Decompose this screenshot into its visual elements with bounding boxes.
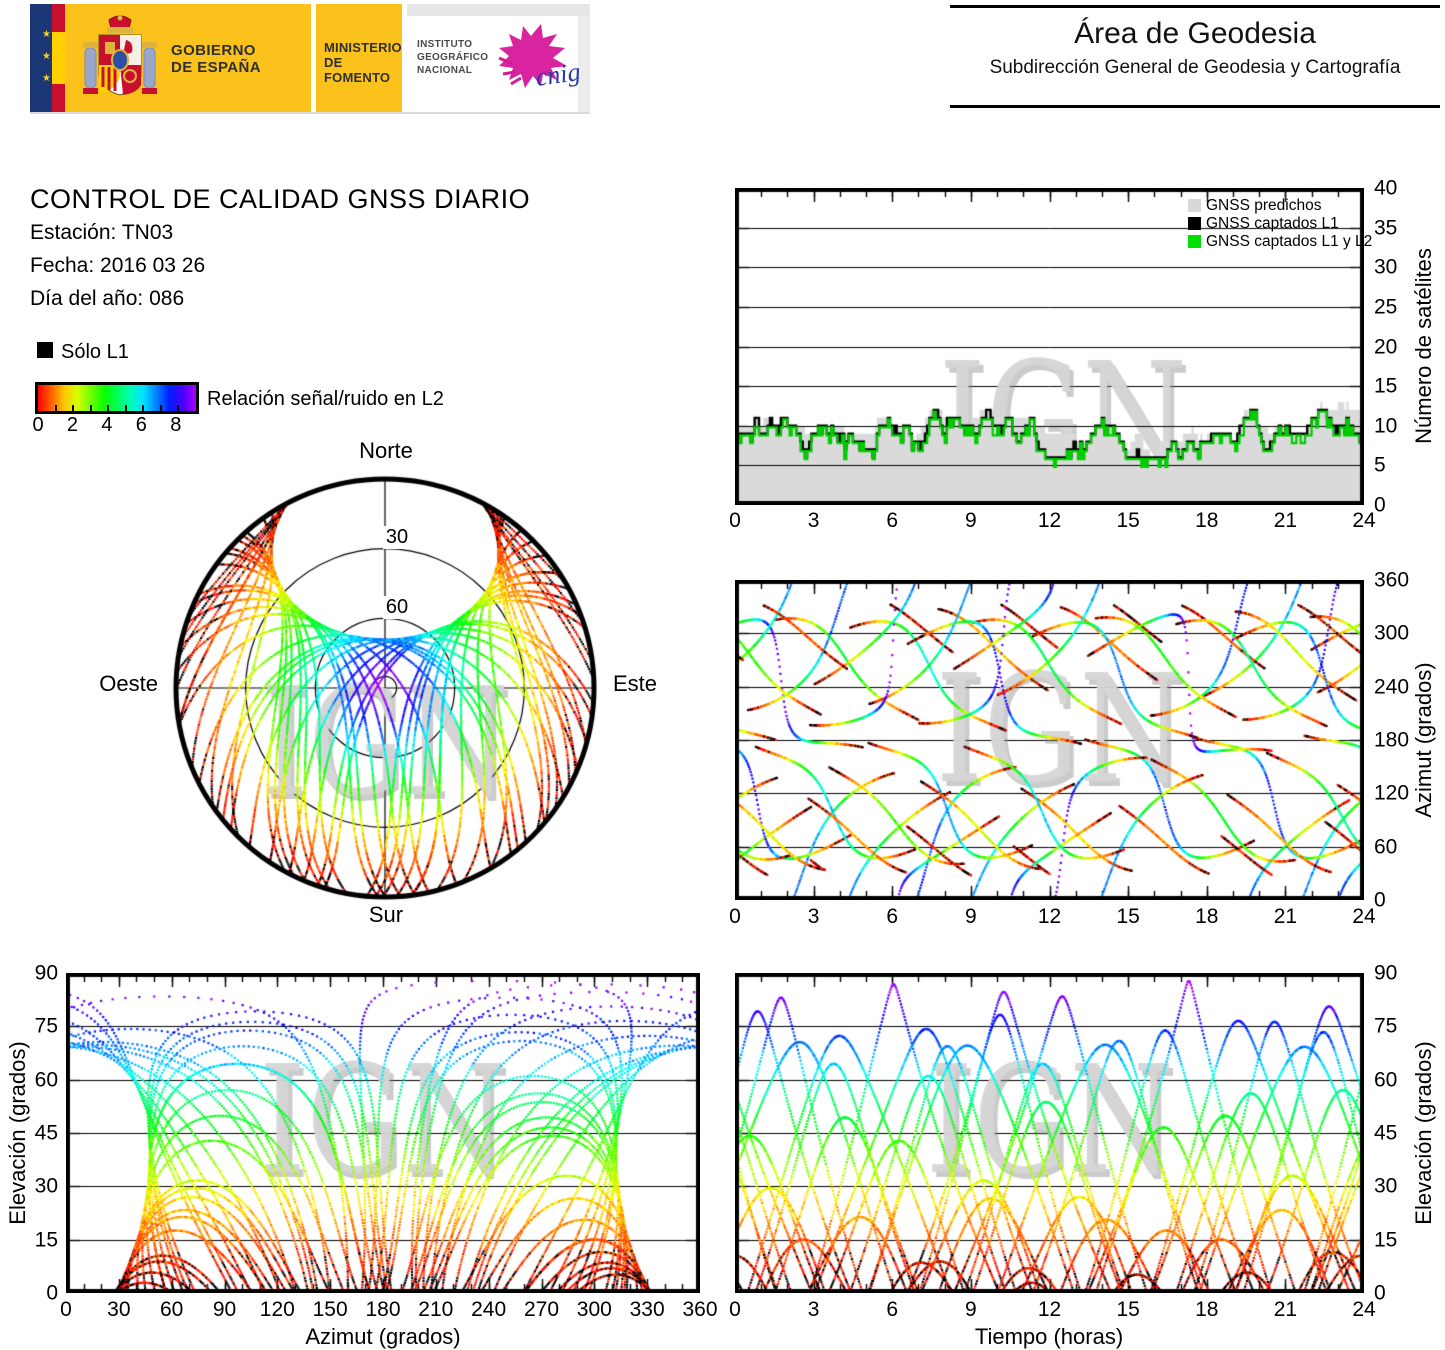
y-tick-label: 30 bbox=[34, 1174, 58, 1198]
colorbar-tick bbox=[72, 405, 74, 411]
eltime-x-axis-title: Tiempo (horas) bbox=[974, 1324, 1124, 1349]
y-tick-label: 5 bbox=[1374, 453, 1386, 477]
ign-top-band bbox=[407, 4, 590, 16]
x-tick-label: 15 bbox=[1116, 509, 1140, 532]
instituto-geografico-label: INSTITUTO GEOGRÁFICO NACIONAL bbox=[417, 39, 489, 76]
spain-coat-of-arms-icon bbox=[81, 14, 159, 104]
legend-swatch bbox=[1188, 199, 1201, 212]
satcount-y-axis-title: Número de satélites bbox=[1411, 248, 1436, 444]
header-subtitle: Subdirección General de Geodesia y Cartografía bbox=[989, 57, 1401, 78]
colorbar-tick bbox=[107, 405, 109, 411]
skyplot-east-label: Este bbox=[613, 671, 658, 696]
colorbar-tick-label: 4 bbox=[101, 414, 113, 436]
x-tick-label: 18 bbox=[1195, 905, 1219, 928]
x-tick-label: 330 bbox=[629, 1298, 665, 1321]
colorbar-tick bbox=[90, 405, 92, 411]
spain-government-logo bbox=[30, 4, 590, 114]
x-tick-label: 9 bbox=[965, 905, 977, 928]
x-tick-label: 180 bbox=[365, 1298, 401, 1321]
azimuth-y-axis-title: Azimut (grados) bbox=[1411, 662, 1436, 818]
y-tick-label: 15 bbox=[34, 1228, 58, 1252]
x-tick-label: 120 bbox=[259, 1298, 295, 1321]
x-tick-label: 9 bbox=[965, 509, 977, 532]
gobierno-label: GOBIERNO DE ESPAÑA bbox=[171, 42, 262, 76]
y-tick-label: 240 bbox=[1374, 675, 1410, 699]
y-tick-label: 45 bbox=[1374, 1121, 1398, 1145]
doy-value: 086 bbox=[149, 287, 185, 310]
eu-star-icon: ★ bbox=[42, 73, 51, 84]
x-tick-label: 12 bbox=[1037, 905, 1062, 928]
elaz-x-axis-title: Azimut (grados) bbox=[305, 1324, 461, 1349]
x-tick-label: 24 bbox=[1352, 509, 1376, 532]
y-tick-label: 90 bbox=[34, 961, 58, 985]
y-tick-label: 180 bbox=[1374, 728, 1410, 752]
x-tick-label: 3 bbox=[807, 509, 820, 532]
doy-line: Día del año: 086 bbox=[30, 287, 185, 310]
y-tick-label: 10 bbox=[1374, 414, 1398, 438]
y-tick-label: 45 bbox=[34, 1121, 58, 1145]
elevation-time-chart-canvas bbox=[735, 973, 1364, 1293]
y-tick-label: 300 bbox=[1374, 621, 1410, 645]
report-title: CONTROL DE CALIDAD GNSS DIARIO bbox=[30, 184, 531, 214]
x-tick-label: 60 bbox=[159, 1298, 184, 1321]
gobierno-box bbox=[65, 4, 311, 112]
x-tick-label: 24 bbox=[1352, 905, 1376, 928]
skyplot-ring30-label: 30 bbox=[383, 526, 411, 549]
y-tick-label: 20 bbox=[1374, 335, 1398, 358]
ministerio-box bbox=[316, 4, 402, 112]
ign-box bbox=[407, 4, 590, 112]
colorbar-tick bbox=[125, 405, 127, 411]
x-tick-label: 0 bbox=[729, 905, 741, 928]
y-tick-label: 0 bbox=[1374, 888, 1386, 912]
colorbar-tick-label: 8 bbox=[170, 414, 182, 436]
colorbar-tick bbox=[177, 405, 179, 411]
header-rule-top bbox=[950, 5, 1440, 8]
eu-flag-strip bbox=[30, 4, 52, 112]
y-tick-label: 40 bbox=[1374, 176, 1398, 200]
x-tick-label: 9 bbox=[965, 1298, 977, 1321]
y-tick-label: 0 bbox=[1374, 493, 1386, 517]
x-tick-label: 12 bbox=[1037, 509, 1062, 532]
y-tick-label: 30 bbox=[1374, 1174, 1398, 1198]
station-line: Estación: TN03 bbox=[30, 221, 174, 244]
header-rule-bottom bbox=[950, 105, 1440, 108]
solo-l1-label: Sólo L1 bbox=[61, 341, 129, 363]
y-tick-label: 60 bbox=[34, 1068, 58, 1092]
legend-label: GNSS predichos bbox=[1206, 197, 1322, 214]
x-tick-label: 30 bbox=[107, 1298, 131, 1321]
x-tick-label: 360 bbox=[682, 1298, 718, 1321]
colorbar-tick bbox=[142, 405, 144, 411]
y-tick-label: 15 bbox=[1374, 1228, 1398, 1252]
ministerio-label: MINISTERIO DE FOMENTO bbox=[324, 40, 402, 85]
cnig-logo-icon bbox=[493, 18, 585, 96]
y-tick-label: 15 bbox=[1374, 374, 1398, 398]
date-line: Fecha: 2016 03 26 bbox=[30, 254, 206, 277]
legend-label: GNSS captados L1 bbox=[1206, 215, 1339, 232]
legend-label: GNSS captados L1 y L2 bbox=[1206, 233, 1373, 250]
skyplot-west-label: Oeste bbox=[99, 671, 158, 696]
legend-swatch bbox=[1188, 235, 1201, 248]
x-tick-label: 0 bbox=[729, 1298, 741, 1321]
colorbar-tick-label: 6 bbox=[135, 414, 147, 436]
y-tick-label: 60 bbox=[1374, 1068, 1398, 1092]
eu-star-icon: ★ bbox=[42, 29, 51, 40]
colorbar-tick bbox=[160, 405, 162, 411]
x-tick-label: 150 bbox=[312, 1298, 348, 1321]
x-tick-label: 18 bbox=[1195, 509, 1219, 532]
colorbar-tick bbox=[55, 405, 57, 411]
x-tick-label: 6 bbox=[886, 1298, 899, 1321]
x-tick-label: 21 bbox=[1273, 509, 1298, 532]
x-tick-label: 90 bbox=[212, 1298, 237, 1321]
x-tick-label: 0 bbox=[729, 509, 741, 532]
y-tick-label: 360 bbox=[1374, 568, 1410, 592]
x-tick-label: 12 bbox=[1037, 1298, 1062, 1321]
y-tick-label: 0 bbox=[1374, 1281, 1386, 1305]
skyplot-ring60-label: 60 bbox=[383, 596, 411, 619]
azimuth-time-chart-canvas bbox=[735, 580, 1364, 900]
y-tick-label: 90 bbox=[1374, 961, 1398, 985]
x-tick-label: 15 bbox=[1116, 1298, 1140, 1321]
legend-swatch bbox=[1188, 217, 1201, 230]
y-tick-label: 0 bbox=[46, 1281, 58, 1305]
skyplot-canvas bbox=[140, 443, 630, 933]
y-tick-label: 75 bbox=[1374, 1014, 1398, 1038]
x-tick-label: 3 bbox=[807, 905, 820, 928]
x-tick-label: 24 bbox=[1352, 1298, 1376, 1321]
x-tick-label: 210 bbox=[418, 1298, 454, 1321]
eltime-y-axis-title: Elevación (grados) bbox=[1411, 1041, 1436, 1225]
y-tick-label: 30 bbox=[1374, 255, 1398, 279]
x-tick-label: 15 bbox=[1116, 905, 1140, 928]
skyplot-south-label: Sur bbox=[368, 902, 404, 927]
x-tick-label: 6 bbox=[886, 905, 899, 928]
snr-colorbar bbox=[35, 382, 199, 414]
y-tick-label: 75 bbox=[34, 1014, 58, 1038]
eu-star-icon: ★ bbox=[42, 51, 51, 62]
x-tick-label: 0 bbox=[60, 1298, 72, 1321]
x-tick-label: 21 bbox=[1273, 905, 1298, 928]
x-tick-label: 3 bbox=[807, 1298, 820, 1321]
colorbar-tick-label: 2 bbox=[66, 414, 78, 436]
colorbar-tick-label: 0 bbox=[32, 414, 44, 436]
header-title: Área de Geodesia bbox=[1074, 17, 1316, 50]
x-tick-label: 300 bbox=[576, 1298, 612, 1321]
x-tick-label: 6 bbox=[886, 509, 899, 532]
x-tick-label: 240 bbox=[471, 1298, 507, 1321]
y-tick-label: 120 bbox=[1374, 781, 1410, 805]
solo-l1-swatch bbox=[37, 342, 53, 358]
colorbar-label: Relación señal/ruido en L2 bbox=[207, 388, 444, 410]
y-tick-label: 35 bbox=[1374, 216, 1398, 240]
y-tick-label: 60 bbox=[1374, 835, 1398, 859]
x-tick-label: 270 bbox=[523, 1298, 560, 1321]
x-tick-label: 18 bbox=[1195, 1298, 1219, 1321]
cnig-wordmark: cnig bbox=[533, 56, 583, 92]
station-value: TN03 bbox=[121, 221, 174, 244]
skyplot-north-label: Norte bbox=[359, 438, 413, 463]
x-tick-label: 21 bbox=[1273, 1298, 1298, 1321]
geodesia-header bbox=[950, 5, 1440, 108]
spain-flag-strip bbox=[52, 4, 65, 112]
elaz-y-axis-title: Elevación (grados) bbox=[5, 1041, 30, 1225]
date-value: 2016 03 26 bbox=[100, 254, 206, 277]
elevation-azimuth-chart-canvas bbox=[66, 973, 700, 1293]
y-tick-label: 25 bbox=[1374, 295, 1398, 319]
